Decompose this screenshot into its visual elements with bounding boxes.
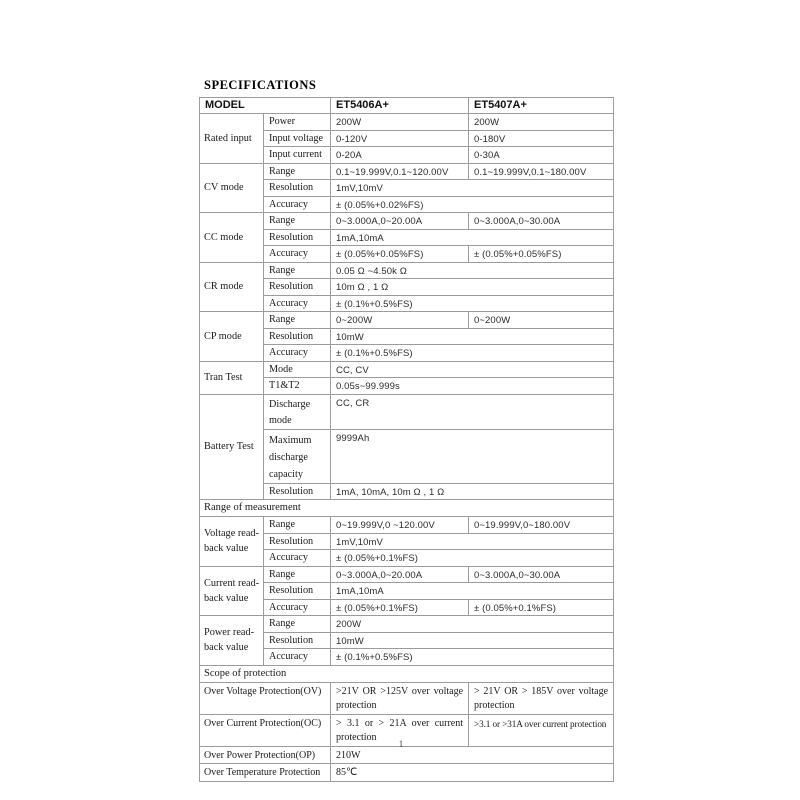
row-label: Range — [264, 312, 331, 329]
value-cell: ± (0.05%+0.02%FS) — [331, 196, 614, 213]
value-cell: ± (0.1%+0.5%FS) — [331, 345, 614, 362]
row-label: Accuracy — [264, 345, 331, 362]
value-cell: 0~19.999V,0 ~120.00V — [331, 517, 469, 534]
protection-row-label: Over Temperature Protection — [200, 764, 331, 782]
protection-row-label: Over Current Protection(OC) — [200, 714, 331, 746]
value-cell: 200W — [331, 616, 614, 633]
table-row — [200, 312, 614, 329]
value-cell: 200W — [469, 114, 614, 131]
value-cell: 0.1~19.999V,0.1~180.00V — [469, 163, 614, 180]
value-cell: 9999Ah — [331, 429, 614, 483]
group-cell: Tran Test — [200, 361, 264, 394]
value-cell: 0~3.000A,0~30.00A — [469, 213, 614, 230]
value-cell: 0~3.000A,0~20.00A — [331, 213, 469, 230]
table-row — [200, 764, 614, 782]
value-cell: 10mW — [331, 328, 614, 345]
header-model-et5406a: ET5406A+ — [331, 98, 469, 114]
value-cell: 0.1~19.999V,0.1~120.00V — [331, 163, 469, 180]
row-label: Accuracy — [264, 196, 331, 213]
value-cell: 0-20A — [331, 147, 469, 164]
row-label: Resolution — [264, 583, 331, 600]
group-cell: Voltage read-back value — [200, 517, 264, 567]
header-model-et5407a: ET5407A+ — [469, 98, 614, 114]
row-label: Range — [264, 213, 331, 230]
page-title: SPECIFICATIONS — [204, 78, 317, 92]
value-cell: 0~200W — [331, 312, 469, 329]
group-cell: Battery Test — [200, 394, 264, 500]
row-label: Accuracy — [264, 246, 331, 263]
value-cell: 1mV,10mV — [331, 180, 614, 197]
table-row — [200, 517, 614, 534]
spec-table-body — [200, 114, 614, 782]
value-cell: ± (0.05%+0.05%FS) — [469, 246, 614, 263]
group-cell: Rated input — [200, 114, 264, 164]
group-cell: Power read-back value — [200, 616, 264, 666]
table-row — [200, 665, 614, 682]
table-row — [200, 394, 614, 429]
page-number: 1 — [398, 740, 404, 750]
group-cell: Current read-back value — [200, 566, 264, 616]
table-row — [200, 500, 614, 517]
row-label: Power — [264, 114, 331, 131]
row-label: Discharge mode — [264, 394, 331, 429]
value-cell: 0.05 Ω ~4.50k Ω — [331, 262, 614, 279]
row-label: Accuracy — [264, 550, 331, 567]
group-cell: CP mode — [200, 312, 264, 362]
table-row — [200, 262, 614, 279]
value-cell: 0~200W — [469, 312, 614, 329]
row-label: Range — [264, 262, 331, 279]
value-cell: 200W — [331, 114, 469, 131]
row-label: Accuracy — [264, 295, 331, 312]
row-label: Input current — [264, 147, 331, 164]
protection-value-cell: > 21V OR > 185V over voltage protection — [469, 682, 614, 714]
row-label: Resolution — [264, 229, 331, 246]
value-cell: 0~3.000A,0~30.00A — [469, 566, 614, 583]
group-cell: CV mode — [200, 163, 264, 213]
row-label: Range — [264, 163, 331, 180]
group-cell: CC mode — [200, 213, 264, 263]
value-cell: ± (0.05%+0.05%FS) — [331, 246, 469, 263]
group-cell: CR mode — [200, 262, 264, 312]
table-row — [200, 213, 614, 230]
table-row — [200, 114, 614, 131]
row-label: Resolution — [264, 180, 331, 197]
row-label: Range — [264, 517, 331, 534]
value-cell: 10m Ω , 1 Ω — [331, 279, 614, 296]
protection-value-cell: > 3.1 or > 21A over current protection — [331, 714, 469, 746]
value-cell: CC, CV — [331, 361, 614, 378]
value-cell: ± (0.05%+0.1%FS) — [469, 599, 614, 616]
table-row — [200, 163, 614, 180]
protection-row-label: Over Power Protection(OP) — [200, 746, 331, 764]
row-label: Range — [264, 616, 331, 633]
row-label: Mode — [264, 361, 331, 378]
row-label: Range — [264, 566, 331, 583]
protection-row-label: Over Voltage Protection(OV) — [200, 682, 331, 714]
value-cell: 1mA,10mA — [331, 229, 614, 246]
row-label: Resolution — [264, 632, 331, 649]
value-cell: ± (0.05%+0.1%FS) — [331, 550, 614, 567]
value-cell: 1mA,10mA — [331, 583, 614, 600]
table-row — [200, 682, 614, 714]
protection-value-cell: 210W — [331, 746, 614, 764]
protection-value-cell: >3.1 or >31A over current protection — [469, 714, 614, 746]
row-label: T1&T2 — [264, 378, 331, 395]
table-header-row — [200, 98, 614, 114]
value-cell: CC, CR — [331, 394, 614, 429]
value-cell: 0~3.000A,0~20.00A — [331, 566, 469, 583]
value-cell: 10mW — [331, 632, 614, 649]
row-label: Resolution — [264, 279, 331, 296]
section-row-label: Scope of protection — [200, 665, 614, 682]
row-label: Accuracy — [264, 599, 331, 616]
value-cell: 0-120V — [331, 130, 469, 147]
table-row — [200, 361, 614, 378]
value-cell: ± (0.1%+0.5%FS) — [331, 295, 614, 312]
row-label: Input voltage — [264, 130, 331, 147]
value-cell: 0~19.999V,0~180.00V — [469, 517, 614, 534]
value-cell: 0.05s~99.999s — [331, 378, 614, 395]
value-cell: 0-30A — [469, 147, 614, 164]
value-cell: ± (0.1%+0.5%FS) — [331, 649, 614, 666]
protection-value-cell: 85℃ — [331, 764, 614, 782]
table-row — [200, 616, 614, 633]
row-label: Resolution — [264, 328, 331, 345]
row-label: Maximum discharge capacity — [264, 429, 331, 483]
row-label: Accuracy — [264, 649, 331, 666]
section-row-label: Range of measurement — [200, 500, 614, 517]
table-row — [200, 566, 614, 583]
value-cell: ± (0.05%+0.1%FS) — [331, 599, 469, 616]
row-label: Resolution — [264, 533, 331, 550]
value-cell: 0-180V — [469, 130, 614, 147]
protection-value-cell: >21V OR >125V over voltage protection — [331, 682, 469, 714]
specifications-table — [199, 97, 614, 782]
value-cell: 1mA, 10mA, 10m Ω , 1 Ω — [331, 483, 614, 500]
value-cell: 1mV,10mV — [331, 533, 614, 550]
header-model: MODEL — [200, 98, 331, 114]
row-label: Resolution — [264, 483, 331, 500]
